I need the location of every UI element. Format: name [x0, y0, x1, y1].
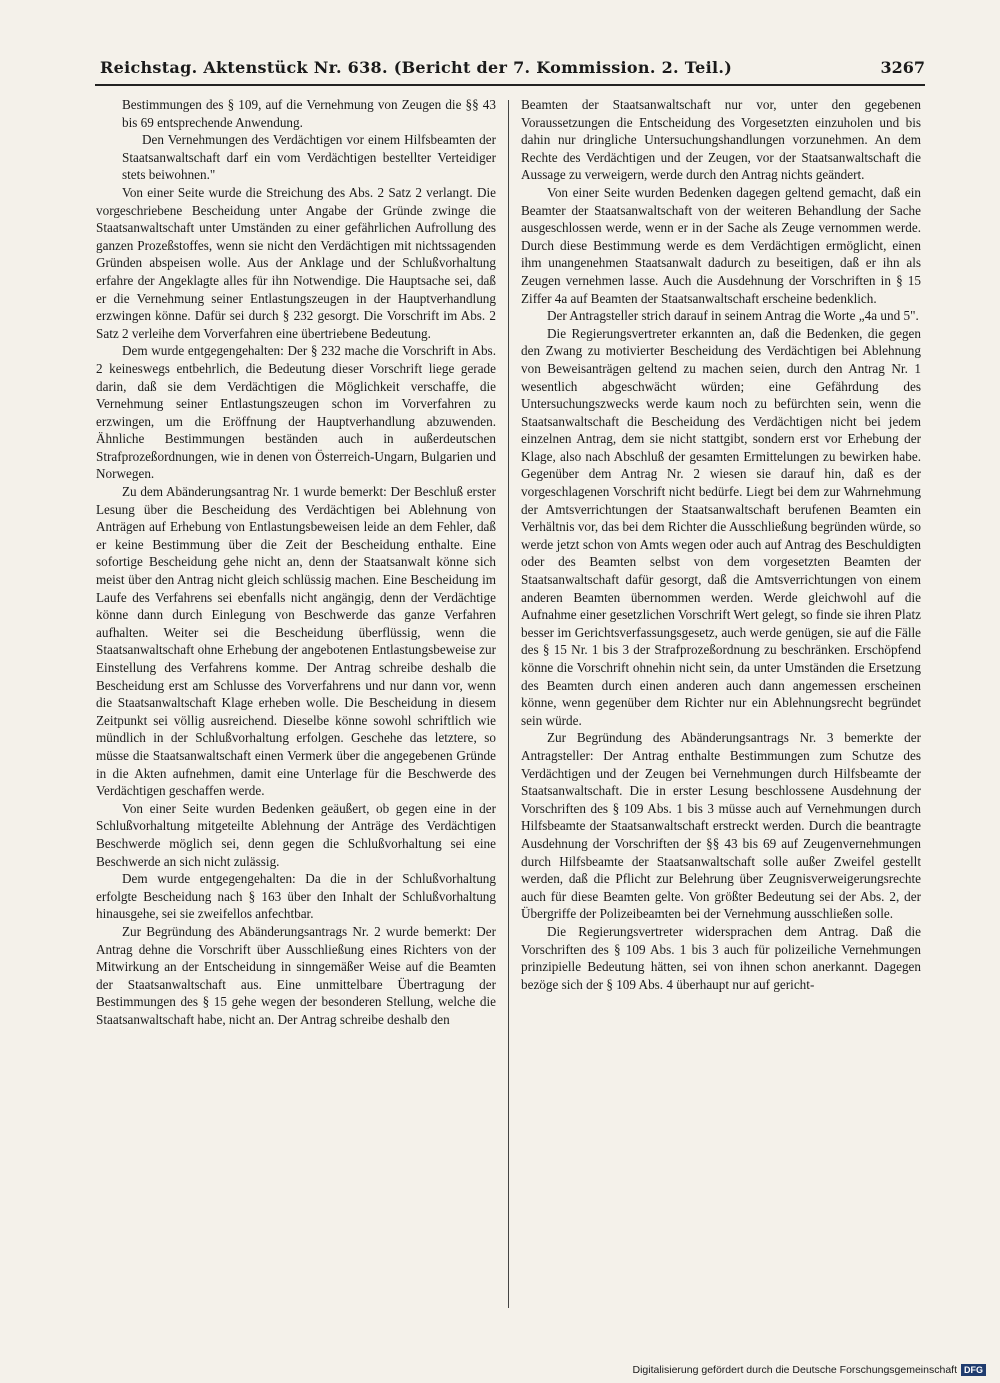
dfg-logo: DFG — [961, 1364, 986, 1376]
paragraph: Den Vernehmungen des Verdächtigen vor einem Hilfsbeamten der Staatsanwaltschaft darf ein vom Verdächtigen bestellter Verteidiger stets beiwohnen." — [122, 132, 496, 183]
header-rule — [95, 84, 925, 86]
paragraph: Die Regierungsvertreter widersprachen dem Antrag. Daß die Vorschriften des § 109 Abs. 1 bis 3 auch für polizeiliche Vernehmungen prinzipielle Bedeutung hätten, sei von ihnen schon anerkannt. Dagegen bezöge sich der § 109 Abs. 4 überhaupt nur auf gericht- — [521, 923, 921, 992]
paragraph: Von einer Seite wurden Bedenken geäußert, ob gegen eine in der Schlußvorhaltung mitgeteilte Ablehnung der Anträge des Verdächtigen Beschwerde möglich sei, denn gegen die Schlußvorhaltung sei eine Beschwerde an sich nicht zulässig. — [96, 800, 496, 869]
paragraph: Zur Begründung des Abänderungsantrags Nr. 2 wurde bemerkt: Der Antrag dehne die Vorschrift über Ausschließung eines Richters von der Mitwirkung an der Entscheidung in sinngemäßer Weise auf die Beamten der Staatsanwaltschaft aus. Eine unmittelbare Übertragung der Bestimmungen des § 15 gehe wegen der besonderen Stellung, welche die Staatsanwaltschaft habe, nicht an. Der Antrag schreibe deshalb den — [96, 923, 496, 1027]
paragraph: Von einer Seite wurden Bedenken dagegen geltend gemacht, daß ein Beamter der Staatsanwaltschaft von der weiteren Behandlung der Sache ausgeschlossen werde, wenn er in der Sache als Zeuge vernommen werde. Durch diese Bestimmung werde es dem Verdächtigen ermöglicht, einen ihm unangenehmen Staatsanwalt dadurch zu beseitigen, daß er ihn als Zeugen vernehmen lasse. Auch die Ausdehnung der Vorschriften in § 15 Ziffer 4a auf Beamten der Staatsanwaltschaft erscheine bedenklich. — [521, 184, 921, 306]
paragraph: Der Antragsteller strich darauf in seinem Antrag die Worte „4a und 5". — [547, 308, 919, 324]
column-divider — [508, 100, 509, 1308]
paragraph: Beamten der Staatsanwaltschaft nur vor, unter den gegebenen Voraussetzungen die Entscheidung des Vorgesetzten einzuholen und bis dahin nur dringliche Untersuchungshandlungen vorzunehmen. An dem Rechte des Verdächtigen und der Zeugen, vor der Staatsanwaltschaft die Aussage zu verweigern, werde durch den Antrag nichts geändert. — [521, 97, 921, 183]
paragraph: Bestimmungen des § 109, auf die Vernehmung von Zeugen die §§ 43 bis 69 entsprechende Anwendung. — [122, 97, 496, 130]
page-number: 3267 — [880, 58, 925, 77]
paragraph: Die Regierungsvertreter erkannten an, daß die Bedenken, die gegen den Zwang zu motivierter Bescheidung des Verdächtigen bei Ablehnung von Beweisanträgen geltend zu machen seien, durch den Antrag Nr. 1 wesentlich abgeschwächt würden; eine Gefährdung des Untersuchungszwecks werde kaum noch zu befürchten sein, wenn die Staatsanwaltschaft die Bescheidung des Verdächtigen nicht bei jedem einzelnen Antrag, dem sie nicht stattgibt, sondern erst vor Erhebung der Klage, also nach Abschluß der gesamten Ermittelungen zu bewirken habe. Gegenüber dem Antrag Nr. 2 wiesen sie darauf hin, daß es der vorgeschlagenen Vorschrift nicht bedürfe. Liegt bei dem zur Wahrnehmung der Amtsverrichtungen der Staatsanwaltschaft berufenen Beamten ein Verhältnis vor, das bei dem Richter die Ausschließung begründen würde, so werde jetzt schon von Amts wegen oder auch auf Antrag des Beschuldigten oder des Beamten selbst von dem vorgesetzten Beamten der Staatsanwaltschaft dafür gesorgt, daß die Amtsverrichtungen von einem anderen Beamten übernommen werden. Werde gleichwohl auf die Aufnahme einer gesetzlichen Vorschrift Wert gelegt, so finde sie ihren Platz besser im Gerichtsverfassungsgesetz, auch werde genügen, sie auf die Fälle des § 15 Nr. 1 bis 3 der Strafprozeßordnung zu beschränken. Erschöpfend könne die Vorschrift ohnehin nicht sein, da unter Umständen die Ersetzung des Beamten durch einen anderen auch dann angemessen erscheinen könne, wenn gegenüber dem Richter nur ein Ablehnungsrecht begründet sein würde. — [521, 325, 921, 728]
paragraph: Zu dem Abänderungsantrag Nr. 1 wurde bemerkt: Der Beschluß erster Lesung über die Bescheidung des Verdächtigen bei Ablehnung von Anträgen auf Erhebung von Entlastungsbeweisen leide an dem Fehler, daß er keine Bestimmung über die Zeit der Bescheidung enthalte. Eine sofortige Bescheidung gehe nicht an, denn der Staatsanwalt könne sich meist über den Antrag nicht gleich schlüssig machen. Eine Bescheidung im Laufe des Verfahrens sei ebenfalls nicht angängig, denn der Verdächtige könne dann durch Einlegung von Beschwerde das ganze Verfahren aufhalten. Weiter sei die Bescheidung überflüssig, wenn die Staatsanwaltschaft ohne Erhebung der angebotenen Entlastungsbeweise zur Einstellung des Verfahrens komme. Der Antrag schreibe deshalb die Bescheidung erst am Schlusse des Vorverfahrens und nur dann vor, wenn die Staatsanwaltschaft Klage erheben wolle. Die Bescheidung in diesem Zeitpunkt sei völlig ausreichend. Dieselbe könne sowohl schriftlich wie mündlich in der Schlußvorhaltung erfolgen. Geschehe das letztere, so müsse die Staatsanwaltschaft einen Vermerk über die angegebenen Gründe in die Akten aufnehmen, damit eine Unterlage für die Beschwerde des Verdächtigen geschaffen werde. — [96, 484, 496, 799]
right-column — [521, 96, 921, 993]
header-title: Reichstag. Aktenstück Nr. 638. (Bericht der 7. Kommission. 2. Teil.) — [100, 58, 733, 77]
footer-text: Digitalisierung gefördert durch die Deutsche Forschungsgemeinschaft — [632, 1364, 957, 1376]
footer-credit — [586, 1360, 986, 1380]
paragraph: Dem wurde entgegengehalten: Der § 232 mache die Vorschrift in Abs. 2 keineswegs entbehrlich, die Bedeutung dieser Vorschrift liege gerade darin, daß sie dem Verdächtigen die Möglichkeit verschaffe, die Vernehmung seiner Entlastungszeugen schon im Vorverfahren zu erzwingen, um die Eröffnung der Hauptverhandlung abzuwenden. Ähnliche Bestimmungen beständen auch in außerdeutschen Strafprozeßordnungen, wie in denen von Österreich-Ungarn, Bulgarien und Norwegen. — [96, 343, 496, 482]
paragraph: Zur Begründung des Abänderungsantrags Nr. 3 bemerkte der Antragsteller: Der Antrag enthalte Bestimmungen zum Schutze des Verdächtigen und der Zeugen bei Vernehmungen durch Hilfsbeamte der Staatsanwaltschaft. Die in erster Lesung beschlossene Ausdehnung der Vorschriften des § 109 Abs. 1 bis 3 müsse auch auf Vernehmungen durch Hilfsbeamte der Staatsanwaltschaft erstreckt werden. Durch die beantragte Ausdehnung der Vorschriften der §§ 43 bis 69 auf Zeugenvernehmungen durch Hilfsbeamte der Staatsanwaltschaft solle außer Zweifel gestellt werden, daß die Pflicht zur Belehrung über Zeugnisverweigerungsrechte auch für diese Beamten gelte. Von größter Bedeutung sei der Abs. 2, der Übergriffe der Polizeibeamten bei der Vernehmung ausschließen solle. — [521, 730, 921, 922]
left-column — [96, 96, 496, 1028]
running-header — [95, 58, 925, 86]
paragraph: Von einer Seite wurde die Streichung des Abs. 2 Satz 2 verlangt. Die vorgeschriebene Bescheidung unter Angabe der Gründe zwinge die Staatsanwaltschaft unter Umständen zu einer gefährlichen Aufrollung des ganzen Prozeßstoffes, wenn sie nicht den Verdächtigen mit nichtssagenden Gründen abspeisen wolle. Aus der Anklage und der Schlußvorhaltung erfahre der Angeklagte alles für ihn Notwendige. Die Hauptsache sei, daß er die Vernehmung seiner Entlastungszeugen in der Hauptverhandlung erzwingen könne. Dafür sei durch § 232 gesorgt. Die Vorschrift im Abs. 2 Satz 2 verleihe dem Vorverfahren eine übertriebene Bedeutung. — [96, 184, 496, 341]
paragraph: Dem wurde entgegengehalten: Da die in der Schlußvorhaltung erfolgte Bescheidung nach § 163 über den Inhalt der Schlußvorhaltung hinausgehe, sei sie zweifellos anfechtbar. — [96, 871, 496, 922]
